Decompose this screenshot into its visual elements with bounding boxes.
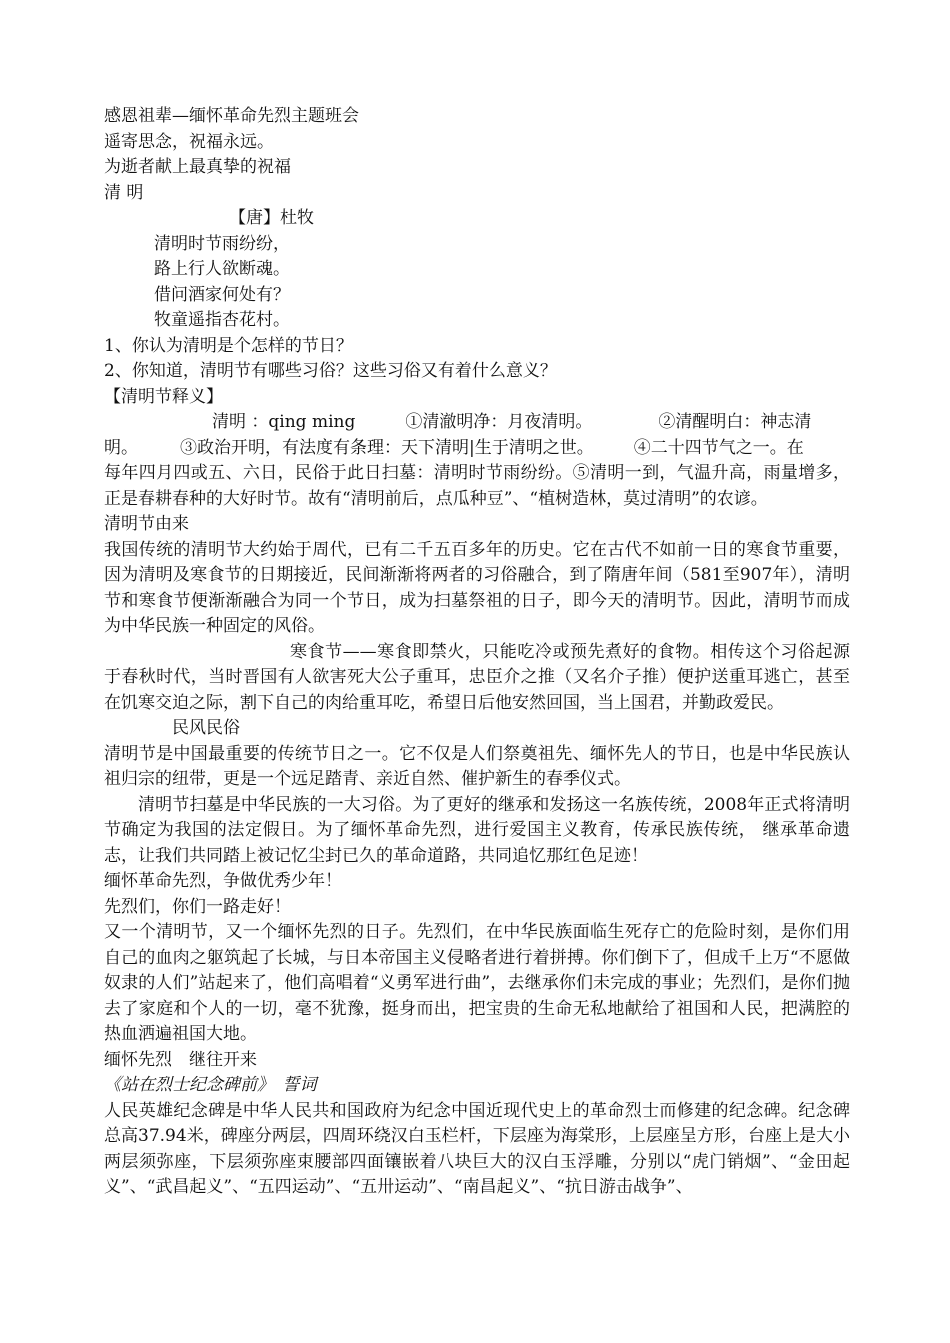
doc-line-wishes: 遥寄思念，祝福永远。 xyxy=(104,131,274,152)
question-1: 1、你认为清明是个怎样的节日？ xyxy=(104,335,353,356)
heading-origin: 清明节由来 xyxy=(104,514,189,534)
question-2: 2、你知道，清明节有哪些习俗？这些习俗又有着什么意义？ xyxy=(104,361,557,381)
definition-1: ①清澈明净：月夜清明。 xyxy=(405,412,593,432)
poem-line: 路上行人欲断魂。 xyxy=(154,259,290,279)
document-page xyxy=(104,104,850,1201)
doc-title: 感恩祖辈—缅怀革命先烈主题班会 xyxy=(104,106,359,126)
definition-2: ②清醒明白：神志清 xyxy=(658,412,812,432)
heading-oath: 《站在烈士纪念碑前》 誓词 xyxy=(104,1075,317,1095)
poem-title: 清 明 xyxy=(104,182,144,203)
heading-customs: 民风民俗 xyxy=(172,718,240,738)
poem-line: 牧童遥指杏花村。 xyxy=(154,310,290,330)
slogan-2: 先烈们，你们一路走好！ xyxy=(104,896,291,917)
paragraph-customs: 清明节是中国最重要的传统节日之一。它不仅是人们祭奠祖先、缅怀先人的节日，也是中华民族认祖归宗的纽带，更是一个远足踏青、亲近自然、催护新生的春季仪式。 xyxy=(104,743,850,789)
paragraph-hanshi: 寒食节——寒食即禁火，只能吃冷或预先煮好的食物。相传这个习俗起源于春秋时代，当时晋国有人欲害死大公子重耳，忠臣介之推（又名介子推）便护送重耳逃亡，甚至在饥寒交迫之际，割下自己的肉给重耳吃，希望日后他安然回国，当上国君，并勤政爱民。 xyxy=(104,641,850,713)
doc-line-blessing: 为逝者献上最真挚的祝福 xyxy=(104,157,291,177)
paragraph-monument: 人民英雄纪念碑是中华人民共和国政府为纪念中国近现代史上的革命烈士而修建的纪念碑。纪念碑总高37.94米，碑座分两层，四周环绕汉白玉栏杆，下层座为海棠形，上层座呈方形，台座上是大小两层须弥座，下层须弥座束腰部四面镶嵌着八块巨大的汉白玉浮雕，分别以“虎门销烟”、“金田起义”、“武昌起义”、“五四运动”、“五卅运动”、“南昌起义”、“抗日游击战争”、 xyxy=(104,1100,850,1197)
slogan-1: 缅怀革命先烈，争做优秀少年！ xyxy=(104,871,342,891)
heading-meaning: 【清明节释义】 xyxy=(104,386,223,407)
poem-line: 借问酒家何处有？ xyxy=(154,284,290,305)
definition-word: 清明 ：qing ming xyxy=(212,412,356,432)
definition-3: ③政治开明，有法度有条理：天下清明|生于清明之世。 xyxy=(180,437,594,458)
paragraph-tomb-sweeping: 清明节扫墓是中华民族的一大习俗。为了更好的继承和发扬这一名族传统，2008年正式将清明节确定为我国的法定假日。为了缅怀革命先烈，进行爱国主义教育，传承民族传统， 继承革命遗志，让我们共同踏上被记忆尘封已久的革命道路，共同追忆那红色足迹！ xyxy=(104,794,850,866)
paragraph-martyrs: 又一个清明节，又一个缅怀先烈的日子。先烈们，在中华民族面临生死存亡的危险时刻，是你们用自己的血肉之躯筑起了长城，与日本帝国主义侵略者进行着拼搏。你们倒下了，但成千上万“不愿做奴隶的人们”站起来了，他们高唱着“义勇军进行曲”，去继承你们未完成的事业；先烈们，是你们抛去了家庭和个人的一切，毫不犹豫，挺身而出，把宝贵的生命无私地献给了祖国和人民，把满腔的热血洒遍祖国大地。 xyxy=(104,922,850,1044)
definition-line-1 xyxy=(104,410,850,436)
heading-inherit: 缅怀先烈 继往开来 xyxy=(104,1049,257,1070)
definition-2-end: 明。 xyxy=(104,437,138,458)
poem-author: 【唐】杜牧 xyxy=(229,208,314,228)
definition-rest: 每年四月四或五、六日，民俗于此日扫墓：清明时节雨纷纷。⑤清明一到，气温升高，雨量增多，正是春耕春种的大好时节。故有“清明前后，点瓜种豆”、“植树造林，莫过清明”的农谚。 xyxy=(104,463,850,509)
paragraph-origin: 我国传统的清明节大约始于周代，已有二千五百多年的历史。它在古代不如前一日的寒食节重要，因为清明及寒食节的日期接近，民间渐渐将两者的习俗融合，到了隋唐年间（581至907年），清明节和寒食节便渐渐融合为同一个节日，成为扫墓祭祖的日子，即今天的清明节。因此，清明节而成为中华民族一种固定的风俗。 xyxy=(104,539,850,636)
definition-line-2 xyxy=(104,436,850,462)
definition-4: ④二十四节气之一。在 xyxy=(633,437,804,458)
poem-line: 清明时节雨纷纷， xyxy=(154,233,290,254)
